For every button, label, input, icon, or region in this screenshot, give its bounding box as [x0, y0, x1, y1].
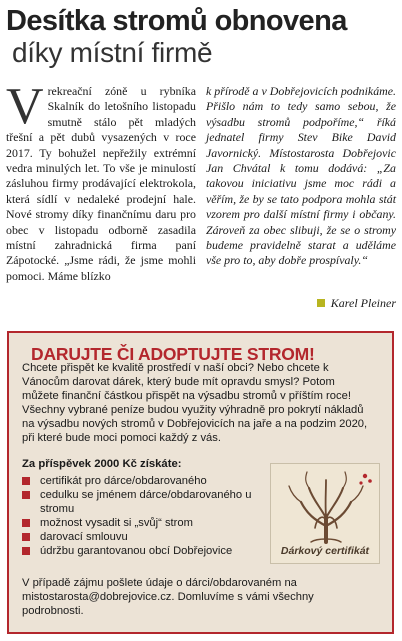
benefit-item: certifikát pro dárce/obdarovaného — [22, 474, 262, 488]
right-column-text: k přírodě a v Dobřejovicích podnikáme. Přišlo nám to tedy samo sebou, že výsadbu stromů podpoříme,“ říká jednatel firmy Stev Bike David Javornický. Místostarosta Dobřejovic Jan Chvátal k tomu dodává: „Za takovou iniciativu jsme moc rádi a věřím, že by se tato podpora mohla stát vzorem pro další místní firmy i občany. Zároveň za obec slibuji, že se o stromy budeme pravidelně starat a uděláme vše pro to, aby dobře prospívaly.“ — [206, 84, 396, 268]
drop-cap: V — [6, 78, 44, 135]
article-left-column — [6, 78, 196, 284]
author-marker-icon — [317, 299, 325, 307]
benefits-heading: Za příspěvek 2000 Kč získáte: — [22, 458, 182, 470]
benefit-item: údržbu garantovanou obcí Dobřejovice — [22, 544, 262, 558]
benefit-item: možnost vysadit si „svůj“ strom — [22, 516, 262, 530]
article-right-column — [206, 84, 396, 269]
author-name: Karel Pleiner — [330, 296, 396, 310]
certificate-label: Dárkový certifikát — [280, 545, 370, 557]
benefit-item: cedulku se jménem dárce/obdarovaného u stromu — [22, 488, 262, 516]
left-column-text: rekreační zóně u rybníka Skalník do letošního listopadu smutně stálo pět mladých třešní a pět dubů vysazených v roce 2017. Ty bohužel nepřežily extrémní vedra minulých let. To vše je minulostí zásluhou firmy prodávající elektrokola, která sídlí v nedaleké prodejní hale. Nové stromy díky finančnímu daru pro obec v listopadu odborně zasadila místní zahradnická firma paní Zápotocké. „Jsme rádi, že jsme mohli pomoci. Máme blízko — [6, 84, 196, 283]
benefit-item: darovací smlouvu — [22, 530, 262, 544]
certificate-image — [270, 463, 380, 564]
article-headline: Desítka stromů obnovena — [6, 5, 347, 37]
box-intro: Chcete přispět ke kvalitě prostředí v naší obci? Nebo chcete k Vánocům darovat dárek, který bude mít opravdu smysl? Potom můžete finanční částkou přispět na výsadbu stromů v příštím roce! — [22, 362, 351, 402]
article-subheadline: díky místní firmě — [12, 37, 213, 68]
box-funds: Všechny vybrané peníze budou využity výhradně pro pokrytí nákladů na výsadbu nových stromů v Dobřejovicích na jaře a na podzim 2020, při které bude moci pomoci každý z vás. — [22, 404, 368, 444]
benefits-list — [22, 474, 262, 558]
box-contact: V případě zájmu pošlete údaje o dárci/obdarovaném na mistostarosta@dobrejovice.cz. Domluvíme s vámi všechny podrobnosti. — [22, 577, 314, 617]
author-line — [206, 296, 396, 311]
box-title: DARUJTE ČI ADOPTUJTE STROM! — [31, 344, 315, 364]
